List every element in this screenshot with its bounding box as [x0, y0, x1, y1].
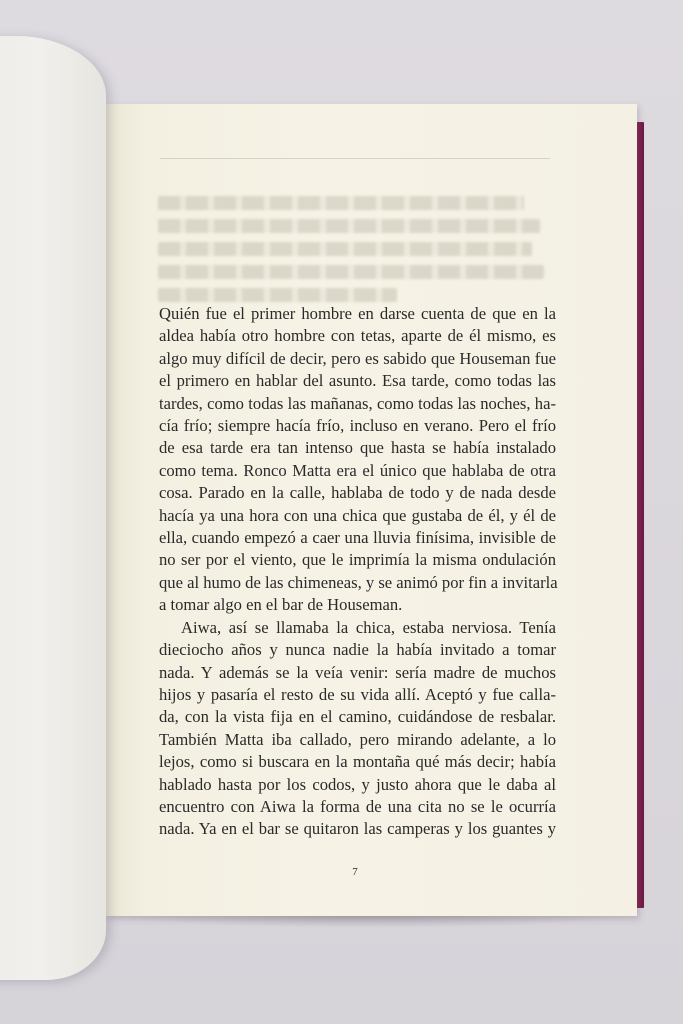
- text-line: da, con la vista fija en el camino, cuidándose de resbalar.: [159, 707, 556, 727]
- show-through-text: [158, 196, 556, 311]
- text-line: como tema. Ronco Matta era el único que hablaba de otra: [159, 460, 556, 480]
- text-line: cosa. Parado en la calle, hablaba de todo y de nada desde: [159, 483, 556, 503]
- paragraph-1: [159, 303, 556, 617]
- text-line: cía frío; siempre hacía frío, incluso en verano. Pero el frío: [159, 416, 556, 436]
- text-line: encuentro con Aiwa la forma de una cita no se le ocurría: [159, 796, 556, 816]
- text-line: algo muy difícil de decir, pero es sabido que Houseman fue: [159, 348, 556, 368]
- text-line: tardes, como todas las mañanas, como todas las noches, ha-: [159, 393, 556, 413]
- text-line: ella, cuando empezó a caer una lluvia finísima, invisible de: [159, 528, 556, 548]
- running-head-rule: [160, 158, 550, 159]
- text-line: hablado hasta por los codos, y justo ahora que le daba al: [159, 774, 556, 794]
- text-line: nada. Y además se la veía venir: sería madre de muchos: [159, 662, 556, 682]
- text-line: aldea había otro hombre con tetas, aparte de él mismo, es: [159, 326, 556, 346]
- text-line: También Matta iba callado, pero mirando adelante, a lo: [159, 729, 556, 749]
- text-line: a tomar algo en el bar de Houseman.: [159, 595, 403, 615]
- paragraph-2: [159, 617, 556, 841]
- text-line: hijos y pasaría el resto de su vida allí. Aceptó y fue calla-: [159, 684, 556, 704]
- text-line: que al humo de las chimeneas, y se animó por fin a invitarla: [159, 572, 558, 592]
- text-line: el primero en hablar del asunto. Esa tarde, como todas las: [159, 371, 556, 391]
- text-line: Quién fue el primer hombre en darse cuenta de que en la: [159, 304, 556, 323]
- text-line: de esa tarde era tan intenso que hasta se había instalado: [159, 438, 556, 458]
- text-line: lejos, como si buscara en la montaña qué más decir; había: [159, 752, 556, 772]
- text-line: hacía ya una hora con una chica que gustaba de él, y él de: [159, 505, 556, 525]
- text-line: Aiwa, así se llamaba la chica, estaba nerviosa. Tenía: [181, 617, 556, 637]
- text-line: nada. Ya en el bar se quitaron las camperas y los guantes y: [159, 819, 556, 839]
- body-text: [159, 303, 556, 841]
- left-page-curl: [0, 36, 106, 980]
- page-number: 7: [352, 866, 358, 878]
- text-line: no ser por el viento, que le imprimía la misma ondulación: [159, 550, 556, 570]
- text-line: dieciocho años y nunca nadie la había invitado a tomar: [159, 640, 556, 660]
